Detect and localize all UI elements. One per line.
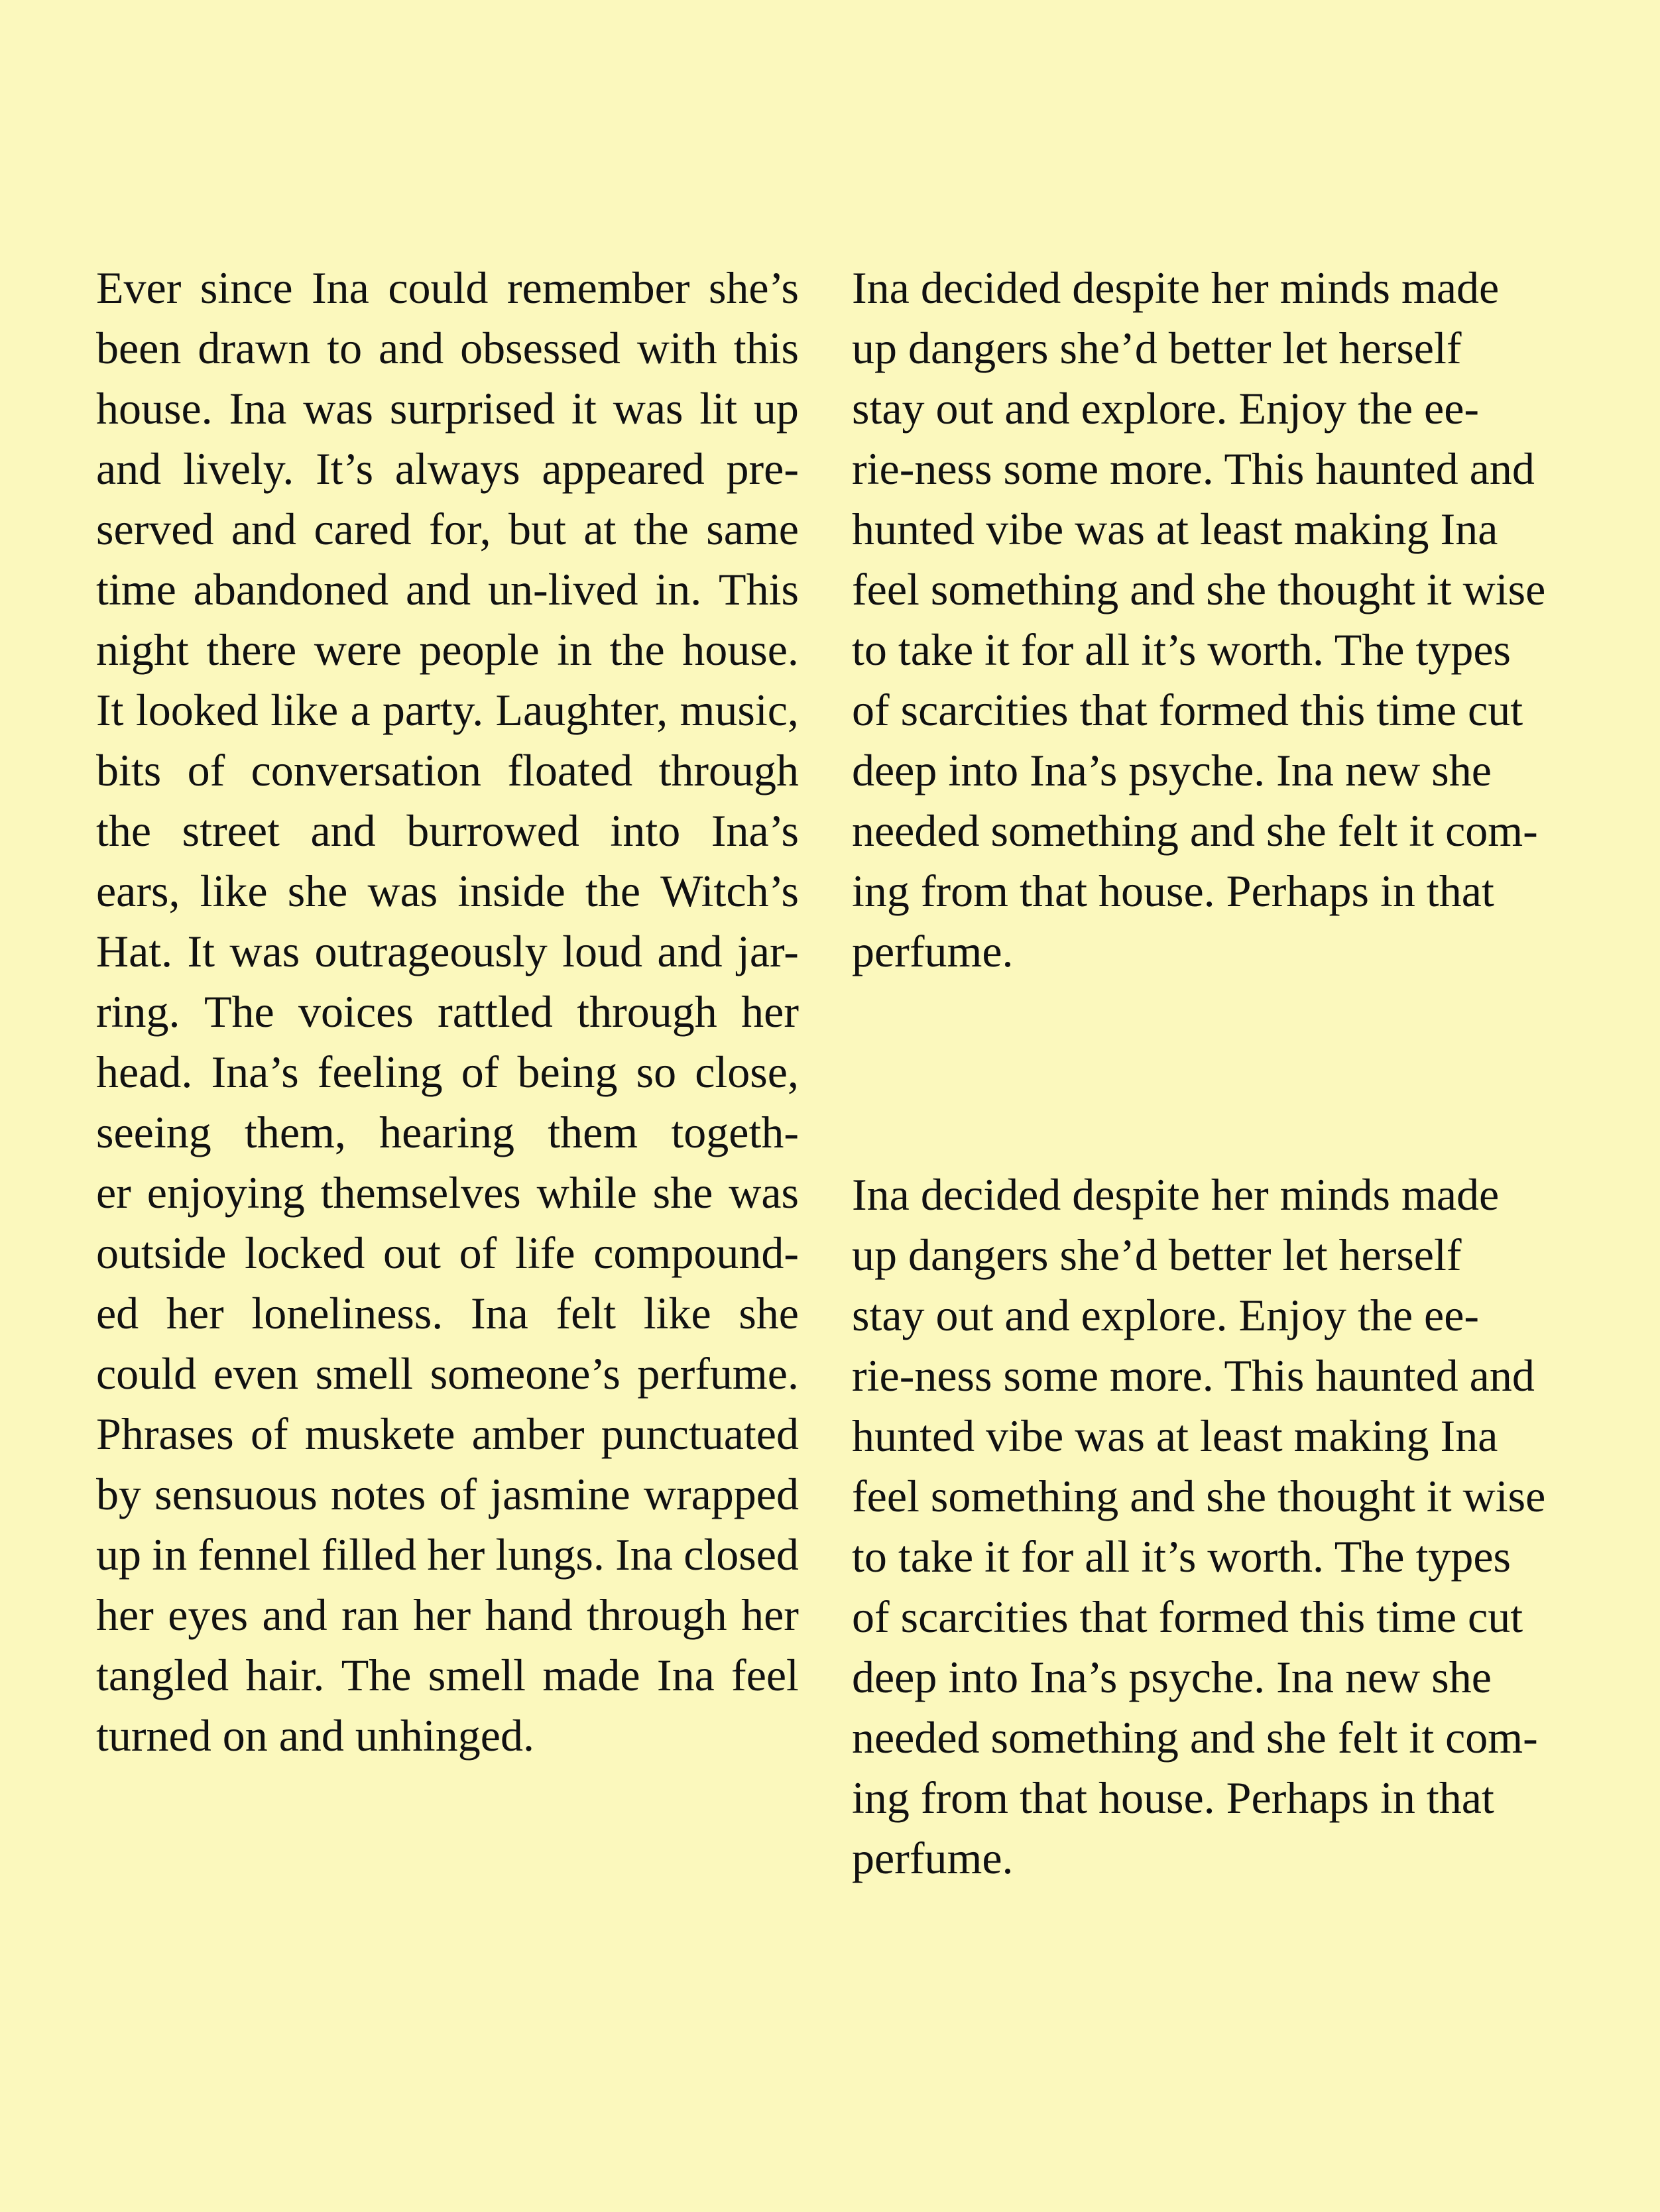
text-line: hunted vibe was at least making Ina	[852, 504, 1498, 554]
text-line: could even smell someone’s perfume.	[96, 1348, 799, 1399]
text-line: house. Ina was surprised it was lit up	[96, 383, 799, 434]
text-line: outside locked out of life compound-	[96, 1228, 799, 1278]
right-column-text	[852, 258, 1568, 1889]
text-line: Phrases of muskete amber punctuated	[96, 1409, 799, 1459]
text-line: up in fennel filled her lungs. Ina closed	[96, 1529, 799, 1580]
left-column-text	[96, 258, 799, 1766]
text-line: been drawn to and obsessed with this	[96, 323, 799, 373]
right-paragraph	[852, 258, 1568, 982]
text-line: tangled hair. The smell made Ina feel	[96, 1650, 799, 1700]
text-line: ed her loneliness. Ina felt like she	[96, 1288, 799, 1338]
text-line: ring. The voices rattled through her	[96, 986, 799, 1037]
text-line: her eyes and ran her hand through her	[96, 1590, 799, 1640]
text-line: of scarcities that formed this time cut	[852, 1592, 1523, 1642]
text-line: turned on and unhinged.	[96, 1710, 534, 1761]
text-line: seeing them, hearing them togeth-	[96, 1107, 799, 1157]
text-line: er enjoying themselves while she was	[96, 1167, 799, 1218]
text-line: and lively. It’s always appeared pre-	[96, 443, 799, 494]
text-line: feel something and she thought it wise	[852, 564, 1546, 614]
text-line: deep into Ina’s psyche. Ina new she	[852, 745, 1492, 795]
text-line: stay out and explore. Enjoy the ee-	[852, 1290, 1480, 1340]
text-line: hunted vibe was at least making Ina	[852, 1411, 1498, 1461]
text-line: Ever since Ina could remember she’s	[96, 262, 799, 313]
text-line: deep into Ina’s psyche. Ina new she	[852, 1652, 1492, 1702]
paragraph-spacer	[852, 982, 1568, 1165]
text-line: up dangers she’d better let herself	[852, 1230, 1462, 1280]
text-line: perfume.	[852, 1833, 1014, 1883]
text-line: rie-ness some more. This haunted and	[852, 443, 1535, 494]
text-line: stay out and explore. Enjoy the ee-	[852, 383, 1480, 434]
text-line: Ina decided despite her minds made	[852, 262, 1500, 313]
text-line: up dangers she’d better let herself	[852, 323, 1462, 373]
text-line: perfume.	[852, 926, 1014, 976]
text-line: feel something and she thought it wise	[852, 1471, 1546, 1521]
text-line: rie-ness some more. This haunted and	[852, 1350, 1535, 1401]
text-line: Ina decided despite her minds made	[852, 1169, 1500, 1220]
text-line: ing from that house. Perhaps in that	[852, 1773, 1494, 1823]
text-line: head. Ina’s feeling of being so close,	[96, 1047, 799, 1097]
text-line: needed something and she felt it com-	[852, 1712, 1538, 1763]
text-line: time abandoned and un-lived in. This	[96, 564, 799, 614]
text-line: bits of conversation floated through	[96, 745, 799, 795]
text-line: Hat. It was outrageously loud and jar-	[96, 926, 799, 976]
text-line: served and cared for, but at the same	[96, 504, 799, 554]
text-line: ing from that house. Perhaps in that	[852, 866, 1494, 916]
text-line: the street and burrowed into Ina’s	[96, 805, 799, 856]
text-line: of scarcities that formed this time cut	[852, 685, 1523, 735]
text-line: ears, like she was inside the Witch’s	[96, 866, 799, 916]
text-line: to take it for all it’s worth. The types	[852, 1531, 1512, 1582]
text-line: It looked like a party. Laughter, music,	[96, 685, 799, 735]
text-line: needed something and she felt it com-	[852, 805, 1538, 856]
text-line: night there were people in the house.	[96, 624, 799, 675]
text-line: by sensuous notes of jasmine wrapped	[96, 1469, 799, 1519]
text-line: to take it for all it’s worth. The types	[852, 624, 1512, 675]
right-paragraph	[852, 1165, 1568, 1889]
